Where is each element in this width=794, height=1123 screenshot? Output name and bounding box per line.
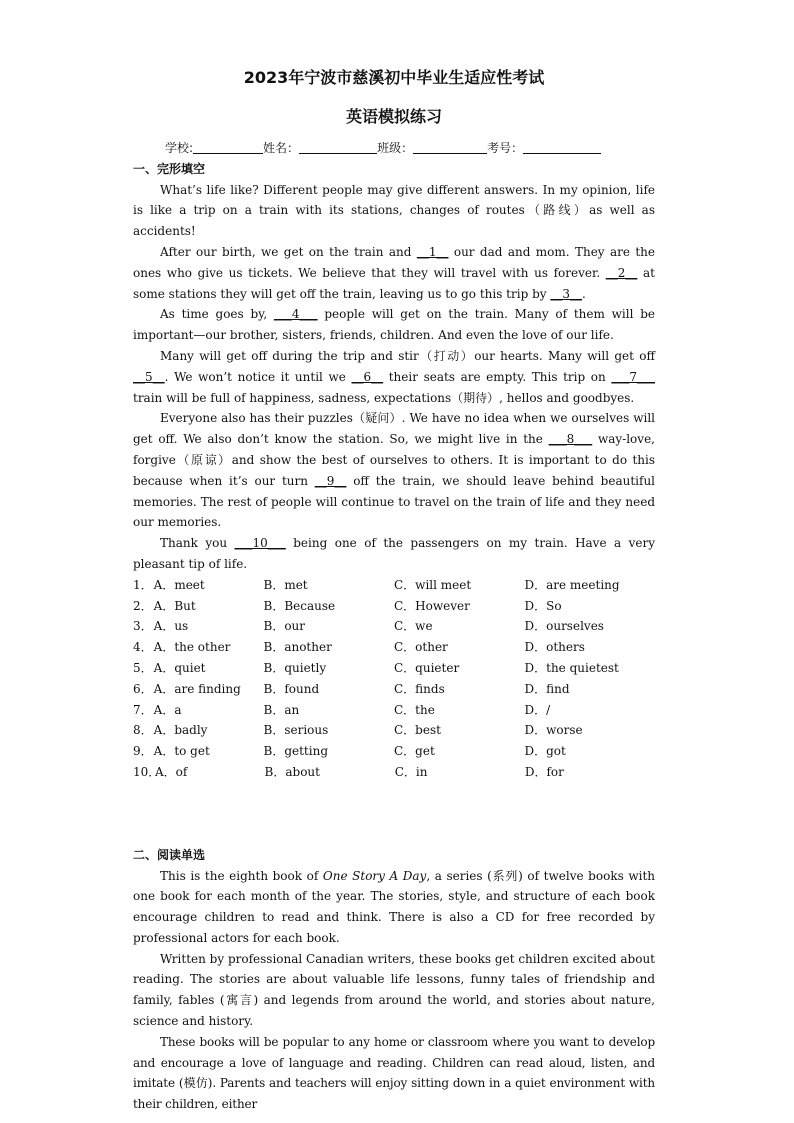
cloze-blank: ___8___	[548, 432, 593, 447]
option-a[interactable]: A．the other	[153, 640, 231, 655]
reading-p1-text: This is the eighth book of	[160, 868, 323, 883]
cloze-text: Thank you	[160, 536, 235, 551]
cloze-blank: ___4___	[273, 307, 318, 322]
info-blank[interactable]	[193, 139, 263, 154]
option-d[interactable]: D．got	[524, 744, 566, 759]
question-number: 2．	[133, 598, 153, 613]
option-d[interactable]: D．others	[524, 640, 585, 655]
section-heading-cloze: 一、完形填空	[133, 161, 206, 176]
cloze-text: being one of the passengers on my train. Have a very pleasant tip of life.	[133, 536, 656, 571]
option-a[interactable]: A．of	[155, 764, 188, 779]
question-number: 6．	[133, 681, 153, 696]
exam-page	[133, 66, 655, 1115]
option-b[interactable]: B．quietly	[263, 660, 327, 675]
option-d[interactable]: D．find	[524, 681, 570, 696]
cloze-options	[133, 575, 655, 783]
option-b[interactable]: B．getting	[263, 744, 328, 759]
option-c[interactable]: C．we	[394, 619, 433, 634]
cloze-passage	[133, 180, 655, 575]
option-row	[133, 741, 655, 762]
cloze-blank: __9__	[314, 473, 347, 488]
info-blank[interactable]	[413, 139, 487, 154]
reading-paragraph-2: Written by professional Canadian writers, these books get children excited about reading. The stories are about valuable life lessons, funny tales of friendship and family, fables (寓言) and legends from around the world, and stories about nature, science and history.	[133, 951, 655, 1029]
option-c[interactable]: C．the	[394, 702, 435, 717]
option-row	[133, 575, 655, 596]
info-label: 姓名：	[263, 141, 300, 155]
option-row	[133, 637, 655, 658]
option-c[interactable]: C．get	[394, 744, 435, 759]
question-number: 5．	[133, 660, 153, 675]
cloze-text: . We won’t notice it until we	[164, 369, 352, 384]
option-d[interactable]: D．/	[524, 702, 551, 717]
info-blank[interactable]	[299, 139, 377, 154]
cloze-text: our dad and mom. They are the ones who give us tickets. We believe that they will travel with us forever.	[133, 244, 656, 280]
cloze-text: off the train, we should leave behind beautiful memories. The rest of people will continue to travel on the train of life and they need our memories.	[133, 473, 656, 530]
cloze-text: train will be full of happiness, sadness, expectations（期待）, hellos and goodbyes.	[133, 390, 635, 405]
cloze-text: Many will get off during the trip and stir（打动）our hearts. Many will get off	[160, 348, 655, 363]
option-row	[133, 700, 655, 721]
reading-p1-text-rest: , a series (系列) of twelve books with one book for each month of the year. The stories, style, and structure of each book encourage children to read and think. There is also a CD for free recorded by professional actors for each book.	[133, 868, 655, 945]
option-b[interactable]: B．met	[263, 577, 308, 592]
option-d[interactable]: D．the quietest	[524, 660, 619, 675]
option-b[interactable]: B．about	[264, 764, 320, 779]
reading-paragraph-3: These books will be popular to any home or classroom where you want to develop and encourage a love of language and reading. Children can read aloud, listen, and imitate (模仿). Parents and teachers will enjoy sitting down in a quiet environment with their children, either	[133, 1034, 655, 1112]
cloze-paragraph	[133, 533, 655, 575]
option-a[interactable]: A．a	[153, 702, 182, 717]
option-c[interactable]: C．finds	[394, 681, 445, 696]
cloze-paragraph	[133, 180, 655, 242]
option-c[interactable]: C．other	[394, 640, 448, 655]
question-number: 3．	[133, 619, 153, 634]
cloze-text: What’s life like? Different people may give different answers. In my opinion, life is like a trip on a train with its stations, changes of routes（路线）as well as accidents!	[133, 182, 655, 239]
option-row	[133, 616, 655, 637]
option-row	[133, 762, 655, 783]
cloze-text: people will get on the train. Many of them will be important—our brother, sisters, friends, children. And even the love of our life.	[133, 307, 655, 343]
info-label: 考号：	[487, 141, 524, 155]
cloze-blank: ___7___	[611, 369, 656, 384]
cloze-blank: __5__	[133, 369, 165, 384]
option-b[interactable]: B．Because	[263, 598, 336, 613]
option-row	[133, 679, 655, 700]
question-number: 1．	[133, 577, 153, 592]
info-label: 班级：	[377, 141, 414, 155]
cloze-paragraph	[133, 242, 655, 304]
section-gap	[133, 783, 655, 845]
option-b[interactable]: B．an	[263, 702, 300, 717]
option-c[interactable]: C．in	[394, 764, 428, 779]
student-info-line	[133, 138, 655, 159]
question-number: 10．	[133, 764, 161, 779]
cloze-blank: __6__	[351, 369, 384, 384]
question-number: 9．	[133, 744, 153, 759]
option-d[interactable]: D．worse	[524, 723, 583, 738]
reading-paragraph-1	[133, 866, 655, 949]
option-d[interactable]: D．So	[524, 598, 562, 613]
option-a[interactable]: A．badly	[153, 723, 208, 738]
option-c[interactable]: C．quieter	[394, 660, 460, 675]
cloze-paragraph	[133, 304, 655, 346]
cloze-text: their seats are empty. This trip on	[383, 369, 612, 384]
cloze-blank: __1__	[416, 244, 449, 259]
cloze-text: As time goes by,	[160, 307, 274, 322]
cloze-blank: __3__	[550, 286, 582, 301]
option-d[interactable]: D．for	[524, 764, 564, 779]
cloze-text: Everyone also has their puzzles（疑问）. We have no idea when we ourselves will get off. We also don’t know the station. So, we might live in the	[133, 411, 655, 447]
option-c[interactable]: C．best	[394, 723, 441, 738]
section-heading-reading: 二、阅读单选	[133, 847, 206, 862]
option-row	[133, 596, 655, 617]
option-a[interactable]: A．us	[153, 619, 189, 634]
question-number: 7．	[133, 702, 153, 717]
option-a[interactable]: A．to get	[153, 744, 210, 759]
option-b[interactable]: B．another	[263, 640, 332, 655]
info-label: 学校:	[165, 141, 194, 155]
question-number: 8．	[133, 723, 153, 738]
cloze-blank: __2__	[605, 265, 638, 280]
option-a[interactable]: A．But	[153, 598, 196, 613]
option-b[interactable]: B．serious	[263, 723, 329, 738]
cloze-text: way-love, forgive（原谅）and show the best of ourselves to others. It is important to do this because when it’s our turn	[133, 432, 655, 488]
cloze-text: After our birth, we get on the train and	[160, 244, 417, 259]
option-d[interactable]: D．are meeting	[524, 577, 620, 592]
option-d[interactable]: D．ourselves	[524, 619, 604, 634]
cloze-text: at some stations they will get off the train, leaving us to go this trip by	[133, 265, 655, 301]
page-subtitle: 英语模拟练习	[345, 107, 442, 126]
option-c[interactable]: C．will meet	[394, 577, 472, 592]
info-blank[interactable]	[523, 139, 601, 154]
cloze-paragraph	[133, 346, 655, 408]
option-a[interactable]: A．are finding	[153, 681, 241, 696]
page-title: 2023年宁波市慈溪初中毕业生适应性考试	[243, 68, 545, 87]
option-b[interactable]: B．found	[263, 681, 320, 696]
question-number: 4．	[133, 640, 153, 655]
option-row	[133, 720, 655, 741]
option-a[interactable]: A．quiet	[153, 660, 206, 675]
option-row	[133, 658, 655, 679]
book-title: One Story A Day	[322, 868, 427, 883]
cloze-blank: ___10___	[234, 536, 286, 551]
cloze-paragraph	[133, 408, 655, 533]
cloze-text: .	[582, 286, 586, 301]
option-c[interactable]: C．However	[394, 598, 470, 613]
option-b[interactable]: B．our	[263, 619, 306, 634]
option-a[interactable]: A．meet	[153, 577, 205, 592]
